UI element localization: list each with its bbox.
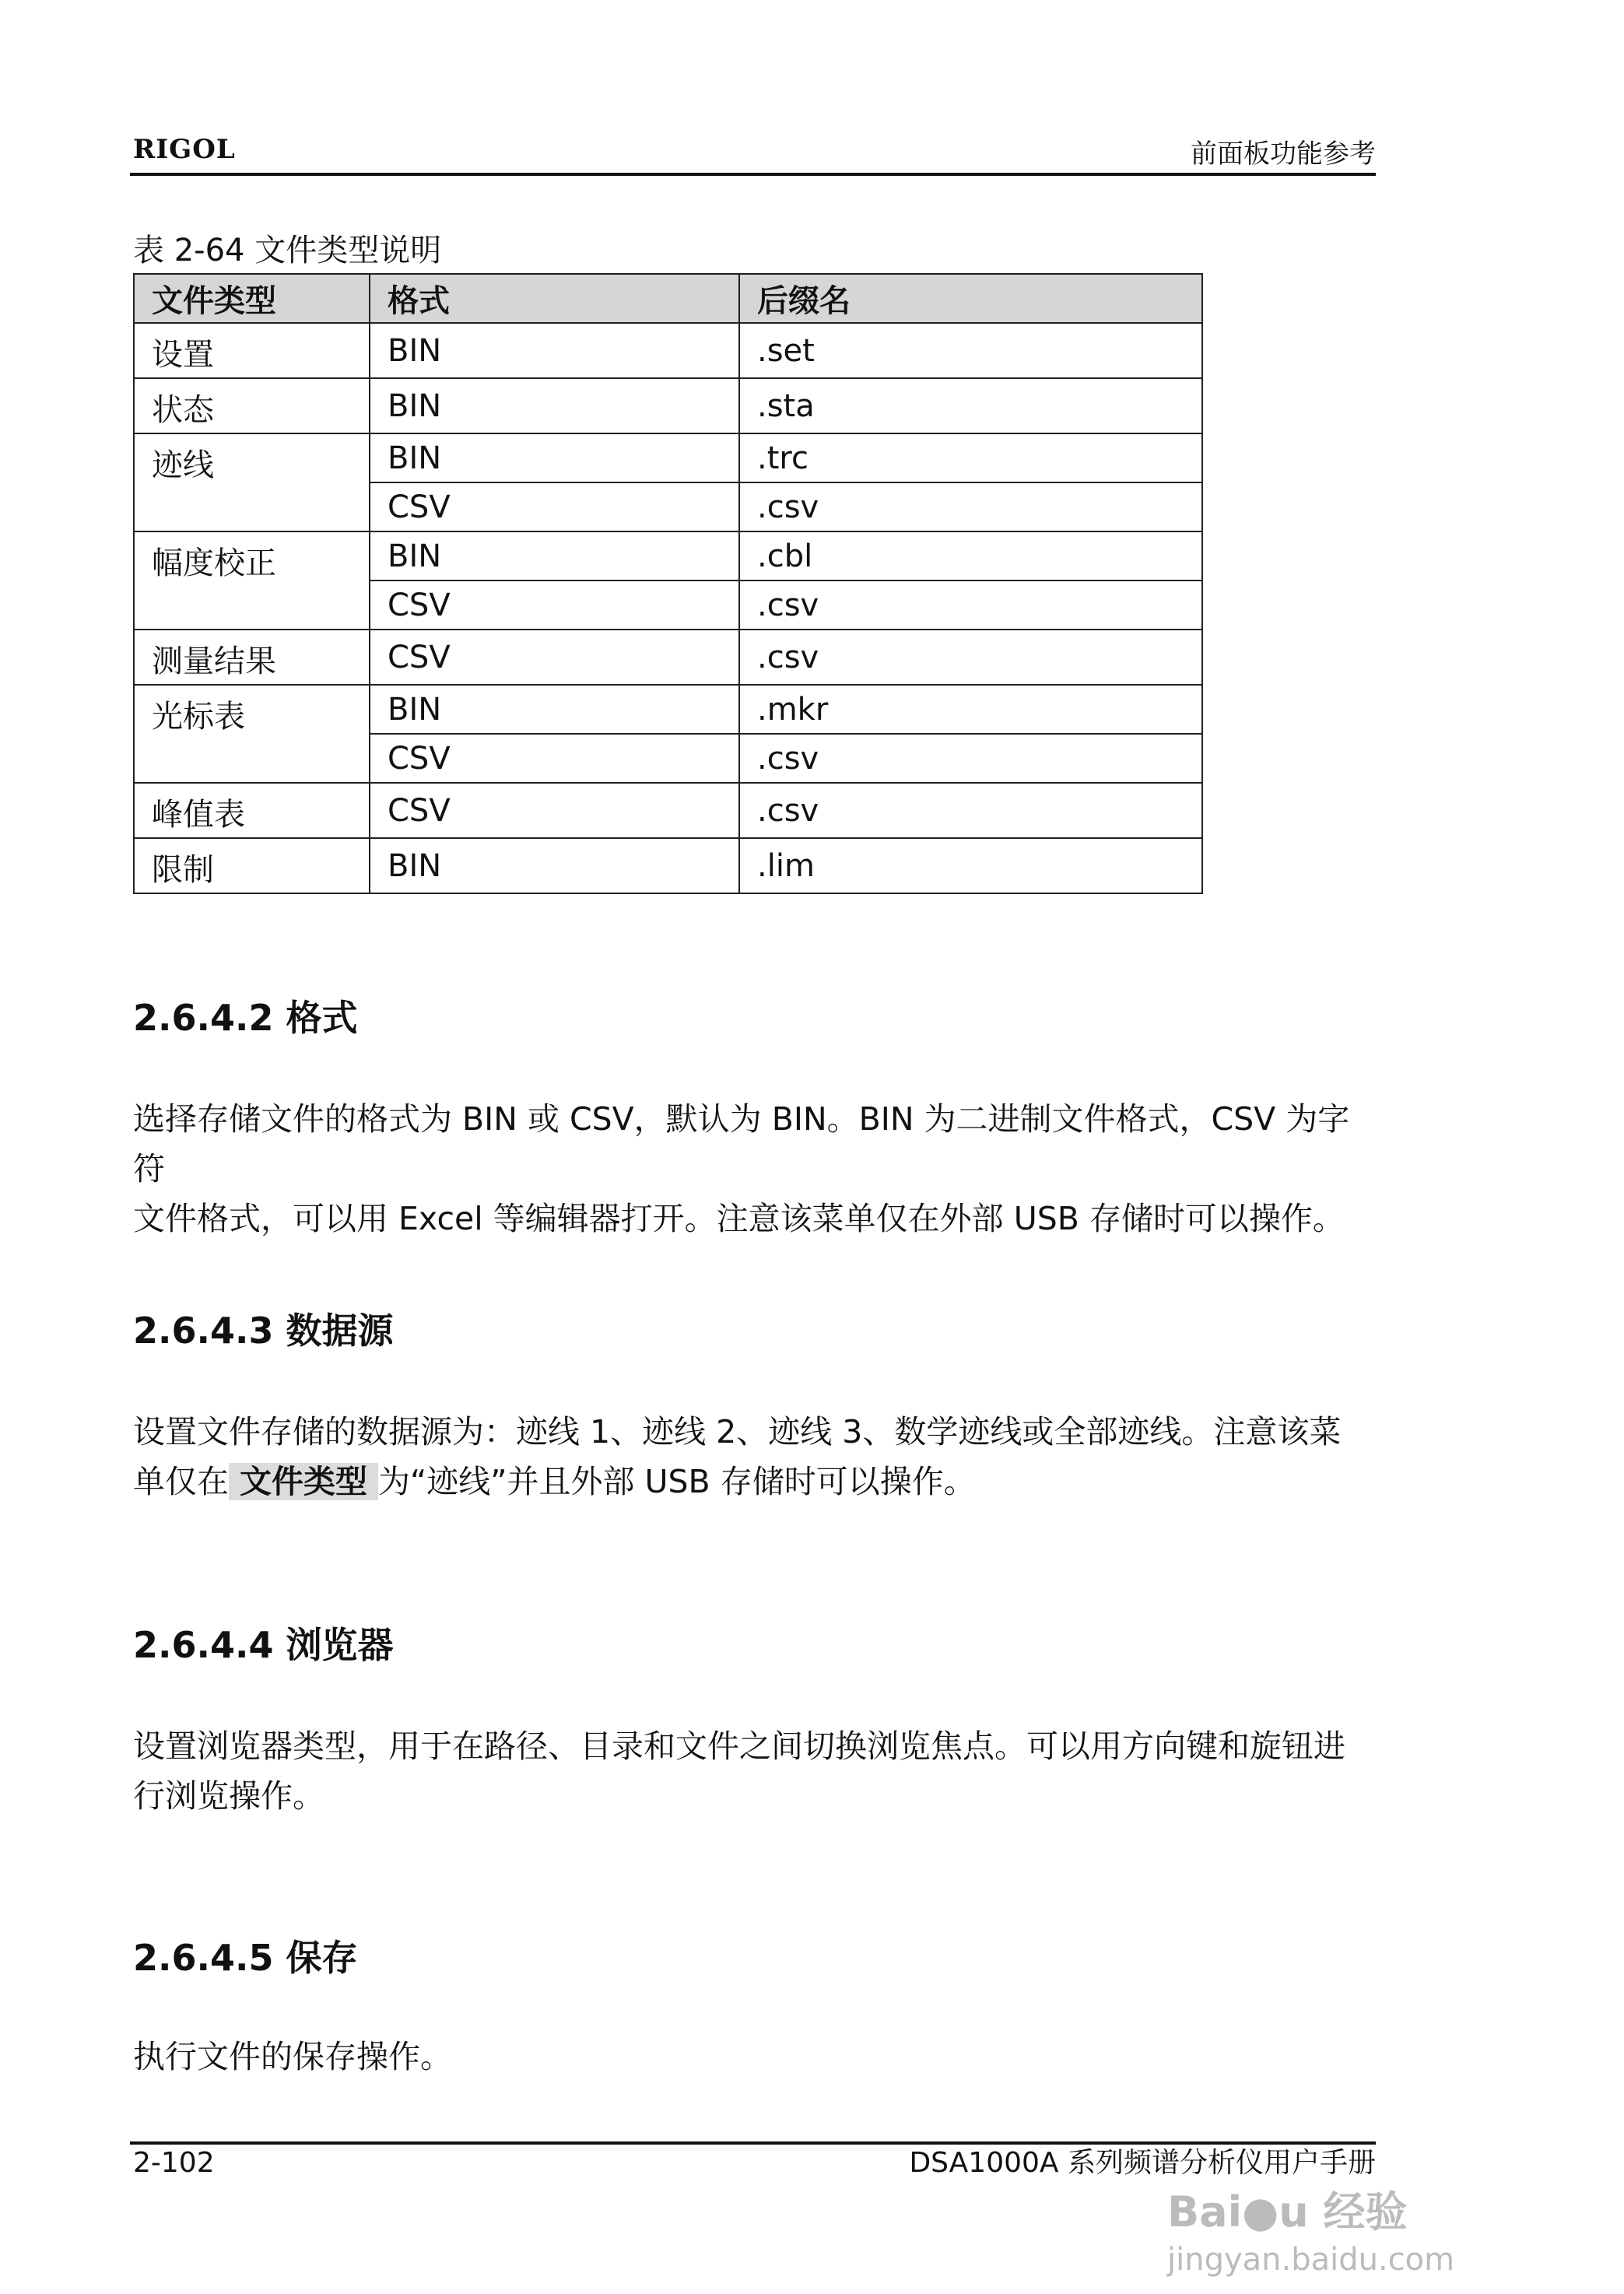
extension-cell: .sta <box>739 378 1202 433</box>
format-cell: BIN <box>370 838 739 893</box>
format-cell: CSV <box>370 630 739 685</box>
file-type-cell: 幅度校正 <box>134 531 370 630</box>
watermark-url: jingyan.baidu.com <box>1167 2242 1455 2278</box>
table-row <box>134 838 1202 893</box>
paragraph-line <box>133 1457 1378 1507</box>
brand-logo: RIGOL <box>133 134 236 165</box>
manual-title: DSA1000A 系列频谱分析仪用户手册 <box>909 2147 1376 2179</box>
file-type-cell: 迹线 <box>134 433 370 531</box>
format-cell: BIN <box>370 685 739 734</box>
table-row <box>134 531 1202 581</box>
footer-rule <box>130 2141 1376 2145</box>
paragraph-line: 执行文件的保存操作。 <box>133 2038 452 2075</box>
paragraph-line: 设置文件存储的数据源为：迹线 1、迹线 2、迹线 3、数学迹线或全部迹线。注意该菜 <box>133 1413 1342 1450</box>
format-cell: BIN <box>370 323 739 378</box>
menu-key-highlight: 文件类型 <box>229 1463 378 1500</box>
format-cell: BIN <box>370 378 739 433</box>
watermark-logo: Bai●u 经验 <box>1167 2187 1408 2236</box>
column-header: 后缀名 <box>739 274 1202 323</box>
table-row <box>134 783 1202 838</box>
table-row <box>134 433 1202 482</box>
header-rule <box>130 173 1376 176</box>
file-type-cell: 限制 <box>134 838 370 893</box>
section-heading: 2.6.4.2 格式 <box>133 997 358 1039</box>
format-cell: CSV <box>370 581 739 630</box>
file-type-cell: 光标表 <box>134 685 370 783</box>
extension-cell: .csv <box>739 783 1202 838</box>
table-row <box>134 323 1202 378</box>
page-number: 2-102 <box>133 2147 215 2179</box>
table-caption: 表 2-64 文件类型说明 <box>133 233 442 268</box>
format-cell: CSV <box>370 734 739 783</box>
extension-cell: .trc <box>739 433 1202 482</box>
paragraph-line: 文件格式，可以用 Excel 等编辑器打开。注意该菜单仅在外部 USB 存储时可以操作。 <box>133 1200 1345 1237</box>
paragraph-line: 行浏览操作。 <box>133 1777 324 1815</box>
extension-cell: .csv <box>739 581 1202 630</box>
extension-cell: .lim <box>739 838 1202 893</box>
column-header: 格式 <box>370 274 739 323</box>
paragraph <box>133 1721 1378 1821</box>
extension-cell: .cbl <box>739 531 1202 581</box>
file-type-table <box>133 273 1203 894</box>
file-type-cell: 状态 <box>134 378 370 433</box>
format-cell: BIN <box>370 531 739 581</box>
file-type-cell: 峰值表 <box>134 783 370 838</box>
text: 单仅在 <box>133 1463 229 1500</box>
paragraph-line: 选择存储文件的格式为 BIN 或 CSV，默认为 BIN。BIN 为二进制文件格式，CSV 为字符 <box>133 1100 1350 1187</box>
section-heading: 2.6.4.5 保存 <box>133 1937 358 1979</box>
file-type-cell: 设置 <box>134 323 370 378</box>
table-row <box>134 630 1202 685</box>
format-cell: CSV <box>370 783 739 838</box>
extension-cell: .set <box>739 323 1202 378</box>
section-heading: 2.6.4.3 数据源 <box>133 1310 394 1352</box>
extension-cell: .csv <box>739 630 1202 685</box>
extension-cell: .mkr <box>739 685 1202 734</box>
text: 为“迹线”并且外部 USB 存储时可以操作。 <box>378 1463 976 1500</box>
paragraph <box>133 2032 1378 2082</box>
paragraph-line: 设置浏览器类型，用于在路径、目录和文件之间切换浏览焦点。可以用方向键和旋钮进 <box>133 1728 1345 1765</box>
column-header: 文件类型 <box>134 274 370 323</box>
table-row <box>134 685 1202 734</box>
table-row <box>134 378 1202 433</box>
paragraph <box>133 1094 1378 1243</box>
format-cell: BIN <box>370 433 739 482</box>
extension-cell: .csv <box>739 734 1202 783</box>
extension-cell: .csv <box>739 482 1202 531</box>
file-type-cell: 测量结果 <box>134 630 370 685</box>
paragraph <box>133 1407 1378 1507</box>
section-title: 前面板功能参考 <box>1191 139 1376 170</box>
table-header-row <box>134 274 1202 323</box>
format-cell: CSV <box>370 482 739 531</box>
section-heading: 2.6.4.4 浏览器 <box>133 1624 394 1666</box>
